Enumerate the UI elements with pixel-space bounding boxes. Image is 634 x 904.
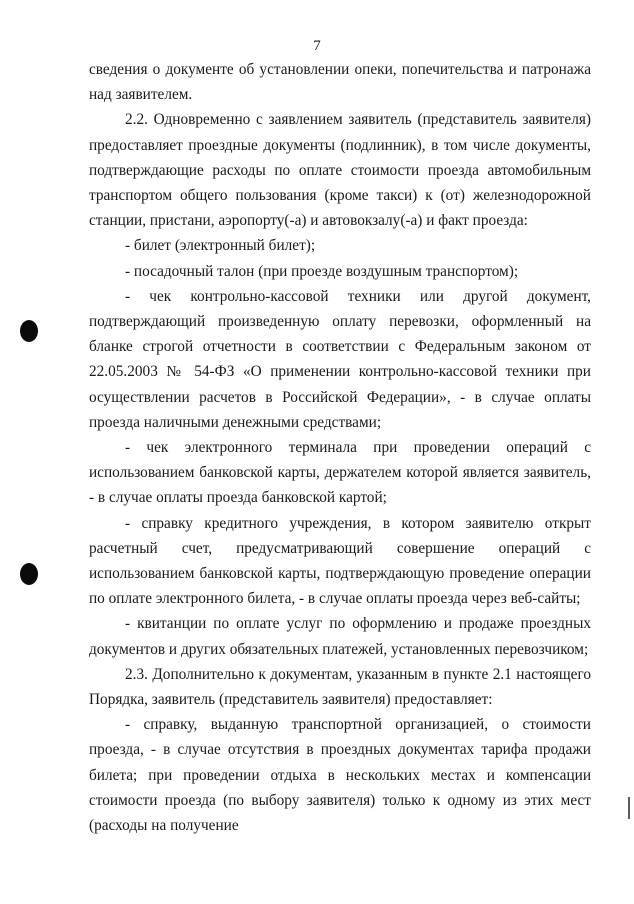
list-item-terminal-receipt: - чек электронного терминала при проведении операций с использованием банковской карты, держателем которой является заявитель, - в случае оплаты проезда банковской картой; bbox=[89, 439, 591, 507]
paragraph-guardianship-continuation: сведения о документе об установлении опеки, попечительства и патронажа над заявителем. bbox=[89, 61, 591, 104]
list-item-fare-certificate: - справку, выданную транспортной организацией, о стоимости проезда, - в случае отсутствия в проездных документах тарифа продажи билета; при проведении отдыха в нескольких местах и компенсации стоимости проезда (по выбору заявителя) только к одному из этих мест (расходы на получение bbox=[89, 716, 591, 835]
scan-edge-mark bbox=[628, 797, 630, 819]
list-item-ticket: - билет (электронный билет); bbox=[125, 237, 316, 255]
list-item-boarding-pass: - посадочный талон (при проезде воздушным транспортом); bbox=[125, 262, 519, 280]
list-item-bank-certificate: - справку кредитного учреждения, в котором заявителю открыт расчетный счет, предусматривающий совершение операций с использованием банковской карты, подтверждающую проведение операции по оплате электронного билета, - в случае оплаты проезда через веб-сайты; bbox=[89, 514, 591, 608]
page-number: 7 bbox=[313, 38, 321, 54]
document-body bbox=[89, 57, 591, 838]
list-item-service-receipts: - квитанции по оплате услуг по оформлению и продаже проездных документов и других обязательных платежей, установленных перевозчиком; bbox=[89, 615, 591, 658]
paragraph-2-3: 2.3. Дополнительно к документам, указанным в пункте 2.1 настоящего Порядка, заявитель (представитель заявителя) предоставляет: bbox=[89, 665, 591, 709]
list-item-cash-receipt: - чек контрольно-кассовой техники или другой документ, подтверждающий произведенную оплату перевозки, оформленный на бланке строгой отчетности в соответствии с Федеральным законом от 22.05.2003 № 54-ФЗ «О применении контрольно-кассовой техники при осуществлении расчетов в Российской Федерации», - в случае оплаты проезда наличными денежными средствами; bbox=[89, 287, 591, 431]
punch-hole-bottom bbox=[20, 563, 38, 585]
punch-hole-top bbox=[20, 320, 38, 342]
paragraph-2-2: 2.2. Одновременно с заявлением заявитель (представитель заявителя) предоставляет проездные документы (подлинник), в том числе документы, подтверждающие расходы по оплате стоимости проезда автомобильным транспортом общего пользования (кроме такси) к (от) железнодорожной станции, пристани, аэропорту(-а) и автовокзалу(-а) и факт проезда: bbox=[89, 111, 591, 230]
